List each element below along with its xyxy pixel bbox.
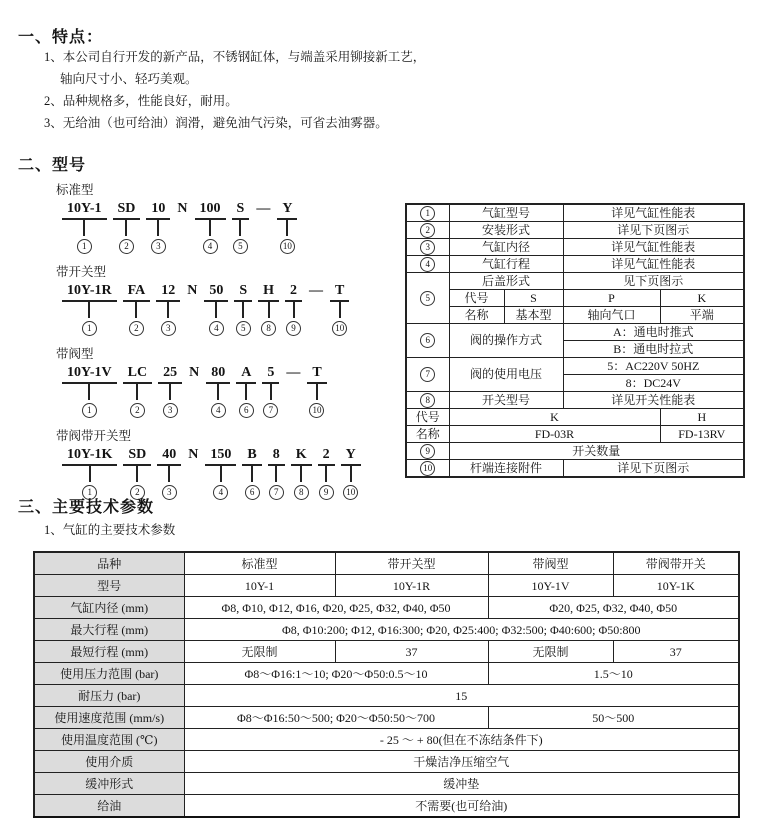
legend-row bbox=[406, 443, 744, 460]
legend-value-cell: A：通电时推式 bbox=[563, 324, 744, 341]
code-separator bbox=[285, 365, 301, 381]
spec-table bbox=[33, 551, 740, 818]
legend-row bbox=[406, 426, 744, 443]
legend-num-cell bbox=[406, 239, 449, 256]
circled-number: 7 bbox=[420, 367, 435, 382]
circled-number: 2 bbox=[130, 403, 145, 418]
legend-code-label-cell: 代号 bbox=[406, 409, 449, 426]
circled-number: 2 bbox=[129, 321, 144, 336]
tick-line bbox=[251, 466, 253, 482]
model-diagram-with-valve bbox=[56, 344, 401, 418]
code-separator bbox=[188, 365, 200, 381]
code-segment bbox=[113, 201, 141, 254]
legend-row bbox=[406, 273, 744, 290]
legend-name-cell: FD-03R bbox=[449, 426, 660, 443]
circled-number: 1 bbox=[82, 485, 97, 500]
legend-label-cell: 阀的使用电压 bbox=[449, 358, 563, 392]
code-text: 8 bbox=[268, 447, 285, 466]
model-diagram-with-switch bbox=[56, 262, 401, 336]
legend-value-cell: 5：AC220V 50HZ bbox=[563, 358, 744, 375]
legend-code-cell: K bbox=[660, 290, 744, 307]
legend-num-cell bbox=[406, 222, 449, 239]
legend-code-label-cell: 代号 bbox=[449, 290, 504, 307]
legend-row bbox=[406, 392, 744, 409]
legend-name-cell: 平端 bbox=[660, 307, 744, 324]
legend-value-cell: 详见下页图示 bbox=[563, 222, 744, 239]
spec-row bbox=[34, 663, 739, 685]
spec-value-cell: Φ20, Φ25, Φ32, Φ40, Φ50 bbox=[488, 597, 739, 619]
code-segment bbox=[262, 365, 279, 418]
circled-number: 7 bbox=[263, 403, 278, 418]
circled-number: 4 bbox=[213, 485, 228, 500]
model-legend-table bbox=[405, 203, 745, 478]
tick-line bbox=[135, 302, 137, 318]
code-segment bbox=[62, 447, 117, 500]
code-segment bbox=[285, 283, 302, 336]
spec-row bbox=[34, 575, 739, 597]
code-separator bbox=[308, 283, 324, 299]
legend-value-cell: 开关数量 bbox=[449, 443, 744, 460]
circled-number: 4 bbox=[203, 239, 218, 254]
legend-num-cell bbox=[406, 392, 449, 409]
legend-value-cell: 详见气缸性能表 bbox=[563, 204, 744, 222]
tick-line bbox=[242, 302, 244, 318]
legend-label-cell: 杆端连接附件 bbox=[449, 460, 563, 478]
code-text: N bbox=[189, 365, 200, 380]
circled-number: 10 bbox=[343, 485, 358, 500]
spec-row bbox=[34, 641, 739, 663]
circled-number: 8 bbox=[420, 393, 435, 408]
tick-line bbox=[209, 220, 211, 236]
model-diagram-standard bbox=[56, 180, 401, 254]
code-text: S bbox=[234, 283, 252, 302]
code-segment bbox=[204, 283, 228, 336]
tick-line bbox=[239, 220, 241, 236]
code-segment bbox=[234, 283, 252, 336]
code-segment bbox=[195, 201, 226, 254]
tick-line bbox=[83, 220, 85, 236]
code-text: 2 bbox=[285, 283, 302, 302]
legend-code-cell: S bbox=[504, 290, 563, 307]
code-segment bbox=[156, 283, 180, 336]
legend-row bbox=[406, 409, 744, 426]
code-segment bbox=[291, 447, 312, 500]
legend-row bbox=[406, 222, 744, 239]
code-text: Y bbox=[277, 201, 297, 220]
code-segment bbox=[277, 201, 297, 254]
code-segment bbox=[62, 365, 117, 418]
legend-value-cell: 详见气缸性能表 bbox=[563, 239, 744, 256]
spec-value-cell: 10Y-1R bbox=[335, 575, 488, 597]
circled-number: 3 bbox=[163, 403, 178, 418]
code-text: 25 bbox=[158, 365, 182, 384]
code-separator bbox=[176, 201, 188, 217]
model-type-label: 带阀型 bbox=[56, 347, 94, 361]
code-text: 5 bbox=[262, 365, 279, 384]
code-text: 10Y-1R bbox=[62, 283, 117, 302]
legend-num-cell bbox=[406, 358, 449, 392]
spec-label-cell: 最短行程 (mm) bbox=[34, 641, 184, 663]
spec-value-cell: 标准型 bbox=[184, 552, 335, 575]
tick-line bbox=[220, 466, 222, 482]
tick-line bbox=[136, 466, 138, 482]
code-text: 80 bbox=[206, 365, 230, 384]
circled-number: 10 bbox=[420, 461, 435, 476]
spec-row bbox=[34, 552, 739, 575]
tick-line bbox=[217, 384, 219, 400]
code-segment bbox=[236, 365, 256, 418]
code-segment bbox=[158, 365, 182, 418]
spec-value-cell: 缓冲垫 bbox=[184, 773, 739, 795]
legend-num-cell bbox=[406, 273, 449, 324]
code-text: SD bbox=[123, 447, 151, 466]
code-text: 10 bbox=[146, 201, 170, 220]
spec-value-cell: 干燥洁净压缩空气 bbox=[184, 751, 739, 773]
legend-value-cell: 8：DC24V bbox=[563, 375, 744, 392]
circled-number: 10 bbox=[280, 239, 295, 254]
circled-number: 5 bbox=[420, 291, 435, 306]
model-type-label: 带开关型 bbox=[56, 265, 107, 279]
spec-value-cell: - 25 ～ + 80(但在不冻结条件下) bbox=[184, 729, 739, 751]
code-text: — bbox=[256, 201, 271, 216]
circled-number: 2 bbox=[130, 485, 145, 500]
circled-number: 4 bbox=[420, 257, 435, 272]
code-text: B bbox=[242, 447, 261, 466]
spec-value-cell: Φ8～Φ16:50～500; Φ20～Φ50:50～700 bbox=[184, 707, 488, 729]
code-segment bbox=[330, 283, 349, 336]
spec-value-cell: 带阀带开关 bbox=[613, 552, 739, 575]
code-text: T bbox=[307, 365, 326, 384]
spec-value-cell: 50～500 bbox=[488, 707, 739, 729]
feature-item-2: 2、品种规格多，性能良好，耐用。 bbox=[44, 94, 238, 108]
spec-value-cell: 无限制 bbox=[488, 641, 613, 663]
model-diagram-valve-switch bbox=[56, 426, 401, 500]
circled-number: 6 bbox=[245, 485, 260, 500]
tick-line bbox=[275, 466, 277, 482]
code-text: T bbox=[330, 283, 349, 302]
tick-line bbox=[136, 384, 138, 400]
code-segment bbox=[268, 447, 285, 500]
legend-label-cell: 阀的操作方式 bbox=[449, 324, 563, 358]
code-text: 50 bbox=[204, 283, 228, 302]
code-segment bbox=[123, 365, 152, 418]
spec-row bbox=[34, 751, 739, 773]
legend-label-cell: 后盖形式 bbox=[449, 273, 563, 290]
code-text: Y bbox=[341, 447, 361, 466]
spec-row bbox=[34, 795, 739, 818]
code-text: SD bbox=[113, 201, 141, 220]
legend-num-cell bbox=[406, 460, 449, 478]
spec-label-cell: 使用压力范围 (bar) bbox=[34, 663, 184, 685]
legend-name-cell: 轴向气口 bbox=[563, 307, 660, 324]
tick-line bbox=[286, 220, 288, 236]
tick-line bbox=[339, 302, 341, 318]
features-heading: 一、特点： bbox=[18, 29, 104, 46]
tick-line bbox=[245, 384, 247, 400]
spec-value-cell: 无限制 bbox=[184, 641, 335, 663]
code-text: N bbox=[177, 201, 188, 216]
tick-line bbox=[89, 466, 91, 482]
circled-number: 3 bbox=[420, 240, 435, 255]
code-text: N bbox=[188, 447, 199, 462]
code-text: 10Y-1 bbox=[62, 201, 107, 220]
code-segment bbox=[242, 447, 261, 500]
legend-code-cell: K bbox=[449, 409, 660, 426]
code-segment bbox=[146, 201, 170, 254]
tick-line bbox=[270, 384, 272, 400]
legend-label-cell: 气缸内径 bbox=[449, 239, 563, 256]
legend-value-cell: 详见下页图示 bbox=[563, 460, 744, 478]
spec-label-cell: 最大行程 (mm) bbox=[34, 619, 184, 641]
code-text: N bbox=[187, 283, 198, 298]
features-list bbox=[44, 46, 425, 134]
spec-label-cell: 缓冲形式 bbox=[34, 773, 184, 795]
circled-number: 1 bbox=[82, 403, 97, 418]
tick-line bbox=[168, 466, 170, 482]
code-row bbox=[62, 365, 401, 418]
spec-value-cell: 带开关型 bbox=[335, 552, 488, 575]
circled-number: 6 bbox=[420, 333, 435, 348]
circled-number: 1 bbox=[77, 239, 92, 254]
code-row bbox=[62, 447, 401, 500]
legend-num-cell bbox=[406, 256, 449, 273]
legend-num-cell bbox=[406, 324, 449, 358]
circled-number: 9 bbox=[319, 485, 334, 500]
legend-row bbox=[406, 324, 744, 341]
tick-line bbox=[300, 466, 302, 482]
legend-row bbox=[406, 290, 744, 307]
code-text: FA bbox=[123, 283, 151, 302]
circled-number: 3 bbox=[161, 321, 176, 336]
code-segment bbox=[157, 447, 181, 500]
circled-number: 1 bbox=[420, 206, 435, 221]
circled-number: 9 bbox=[286, 321, 301, 336]
legend-label-cell: 气缸行程 bbox=[449, 256, 563, 273]
circled-number: 1 bbox=[82, 321, 97, 336]
model-type-label: 标准型 bbox=[56, 183, 94, 197]
tick-line bbox=[293, 302, 295, 318]
code-separator bbox=[187, 447, 199, 463]
spec-value-cell: 10Y-1V bbox=[488, 575, 613, 597]
legend-value-cell: 详见气缸性能表 bbox=[563, 256, 744, 273]
code-text: S bbox=[232, 201, 250, 220]
legend-label-cell: 开关型号 bbox=[449, 392, 563, 409]
circled-number: 2 bbox=[119, 239, 134, 254]
code-row bbox=[62, 201, 401, 254]
model-code-diagrams bbox=[56, 180, 401, 508]
code-text: 2 bbox=[318, 447, 335, 466]
spec-row bbox=[34, 619, 739, 641]
tick-line bbox=[316, 384, 318, 400]
code-text: — bbox=[309, 283, 324, 298]
legend-num-cell bbox=[406, 204, 449, 222]
code-text: 40 bbox=[157, 447, 181, 466]
code-segment bbox=[341, 447, 361, 500]
legend-name-label-cell: 名称 bbox=[449, 307, 504, 324]
spec-heading: 三、主要技术参数 bbox=[18, 499, 155, 516]
circled-number: 5 bbox=[236, 321, 251, 336]
spec-value-cell: Φ8, Φ10:200; Φ12, Φ16:300; Φ20, Φ25:400; Φ32:500; Φ40:600; Φ50:800 bbox=[184, 619, 739, 641]
spec-label-cell: 气缸内径 (mm) bbox=[34, 597, 184, 619]
code-segment bbox=[258, 283, 279, 336]
tick-line bbox=[88, 302, 90, 318]
code-text: K bbox=[291, 447, 312, 466]
tick-line bbox=[169, 384, 171, 400]
tick-line bbox=[88, 384, 90, 400]
legend-row bbox=[406, 239, 744, 256]
spec-label-cell: 给油 bbox=[34, 795, 184, 818]
feature-item-1: 1、本公司自行开发的新产品，不锈钢缸体，与端盖采用铆接新工艺， bbox=[44, 50, 426, 64]
spec-value-cell: 15 bbox=[184, 685, 739, 707]
spec-label-cell: 使用速度范围 (mm/s) bbox=[34, 707, 184, 729]
feature-item-1-continued: 轴向尺寸小、轻巧美观。 bbox=[60, 72, 198, 86]
spec-label-cell: 使用介质 bbox=[34, 751, 184, 773]
spec-value-cell: 37 bbox=[335, 641, 488, 663]
spec-label-cell: 使用温度范围 (℃) bbox=[34, 729, 184, 751]
legend-value-cell: 见下页图示 bbox=[563, 273, 744, 290]
legend-name-cell: 基本型 bbox=[504, 307, 563, 324]
spec-value-cell: 不需要(也可给油) bbox=[184, 795, 739, 818]
spec-value-cell: Φ8～Φ16:1～10; Φ20～Φ50:0.5～10 bbox=[184, 663, 488, 685]
spec-value-cell: 10Y-1 bbox=[184, 575, 335, 597]
spec-value-cell: 带阀型 bbox=[488, 552, 613, 575]
code-text: 150 bbox=[205, 447, 236, 466]
tick-line bbox=[125, 220, 127, 236]
circled-number: 4 bbox=[211, 403, 226, 418]
circled-number: 10 bbox=[332, 321, 347, 336]
legend-code-cell: H bbox=[660, 409, 744, 426]
code-text: 100 bbox=[195, 201, 226, 220]
circled-number: 3 bbox=[151, 239, 166, 254]
spec-value-cell: 37 bbox=[613, 641, 739, 663]
legend-row bbox=[406, 307, 744, 324]
tick-line bbox=[350, 466, 352, 482]
code-segment bbox=[62, 283, 117, 336]
tick-line bbox=[268, 302, 270, 318]
circled-number: 7 bbox=[269, 485, 284, 500]
spec-row bbox=[34, 707, 739, 729]
models-heading: 二、型号 bbox=[18, 157, 87, 174]
circled-number: 6 bbox=[239, 403, 254, 418]
circled-number: 4 bbox=[209, 321, 224, 336]
legend-row bbox=[406, 204, 744, 222]
legend-label-cell: 安装形式 bbox=[449, 222, 563, 239]
code-text: 10Y-1V bbox=[62, 365, 117, 384]
spec-row bbox=[34, 773, 739, 795]
circled-number: 2 bbox=[420, 223, 435, 238]
legend-name-cell: FD-13RV bbox=[660, 426, 744, 443]
circled-number: 8 bbox=[294, 485, 309, 500]
tick-line bbox=[325, 466, 327, 482]
circled-number: 8 bbox=[261, 321, 276, 336]
legend-row bbox=[406, 358, 744, 375]
spec-row bbox=[34, 685, 739, 707]
code-text: LC bbox=[123, 365, 152, 384]
spec-value-cell: 1.5～10 bbox=[488, 663, 739, 685]
legend-value-cell: B：通电时拉式 bbox=[563, 341, 744, 358]
spec-label-cell: 耐压力 (bar) bbox=[34, 685, 184, 707]
spec-row bbox=[34, 729, 739, 751]
code-segment bbox=[206, 365, 230, 418]
code-segment bbox=[205, 447, 236, 500]
code-separator bbox=[255, 201, 271, 217]
legend-value-cell: 详见开关性能表 bbox=[563, 392, 744, 409]
spec-value-cell: Φ8, Φ10, Φ12, Φ16, Φ20, Φ25, Φ32, Φ40, Φ50 bbox=[184, 597, 488, 619]
circled-number: 10 bbox=[309, 403, 324, 418]
code-row bbox=[62, 283, 401, 336]
code-segment bbox=[62, 201, 107, 254]
spec-row bbox=[34, 597, 739, 619]
circled-number: 3 bbox=[162, 485, 177, 500]
code-segment bbox=[232, 201, 250, 254]
tick-line bbox=[215, 302, 217, 318]
code-text: 10Y-1K bbox=[62, 447, 117, 466]
spec-subheading: 1、气缸的主要技术参数 bbox=[44, 523, 176, 537]
legend-num-cell bbox=[406, 443, 449, 460]
code-segment bbox=[123, 447, 151, 500]
code-text: H bbox=[258, 283, 279, 302]
code-segment bbox=[318, 447, 335, 500]
code-text: — bbox=[286, 365, 301, 380]
feature-item-3: 3、无给油（也可给油）润滑，避免油气污染，可省去油雾器。 bbox=[44, 116, 388, 130]
legend-label-cell: 气缸型号 bbox=[449, 204, 563, 222]
spec-value-cell: 10Y-1K bbox=[613, 575, 739, 597]
spec-label-cell: 型号 bbox=[34, 575, 184, 597]
code-separator bbox=[186, 283, 198, 299]
legend-name-label-cell: 名称 bbox=[406, 426, 449, 443]
code-text: A bbox=[236, 365, 256, 384]
tick-line bbox=[167, 302, 169, 318]
legend-code-cell: P bbox=[563, 290, 660, 307]
circled-number: 5 bbox=[233, 239, 248, 254]
circled-number: 9 bbox=[420, 444, 435, 459]
code-text: 12 bbox=[156, 283, 180, 302]
spec-label-cell: 品种 bbox=[34, 552, 184, 575]
legend-row bbox=[406, 460, 744, 478]
tick-line bbox=[157, 220, 159, 236]
legend-row bbox=[406, 256, 744, 273]
model-type-label: 带阀带开关型 bbox=[56, 429, 132, 443]
code-segment bbox=[307, 365, 326, 418]
code-segment bbox=[123, 283, 151, 336]
